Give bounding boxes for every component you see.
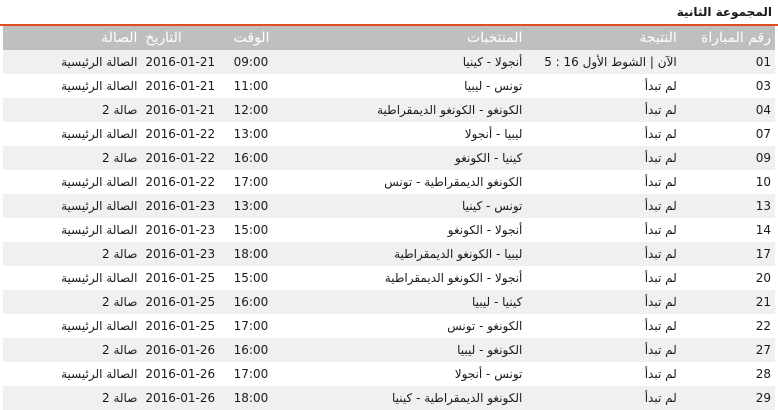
match-result: لم تبدأ [526,386,680,410]
match-result: لم تبدأ [526,362,680,386]
table-row [3,218,775,242]
match-date: 2016-01-26 [141,386,229,410]
match-date: 2016-01-23 [141,194,229,218]
match-date: 2016-01-25 [141,266,229,290]
match-venue: الصالة الرئيسية [3,314,141,338]
match-venue: صالة 2 [3,242,141,266]
match-venue: الصالة الرئيسية [3,362,141,386]
table-row [3,338,775,362]
match-venue: صالة 2 [3,146,141,170]
match-venue: صالة 2 [3,338,141,362]
match-time: 13:00 [230,122,298,146]
match-teams: كينيا - ليبيا [298,290,527,314]
match-teams: أنجولا - الكونغو [298,218,527,242]
match-date: 2016-01-22 [141,122,229,146]
table-row [3,314,775,338]
match-result: لم تبدأ [526,218,680,242]
match-date: 2016-01-23 [141,218,229,242]
match-date: 2016-01-21 [141,74,229,98]
match-number: 27 [681,338,775,362]
table-row [3,170,775,194]
table-row [3,290,775,314]
match-result: لم تبدأ [526,290,680,314]
match-result: لم تبدأ [526,266,680,290]
match-venue: الصالة الرئيسية [3,170,141,194]
match-teams: ليبيا - الكونغو الديمقراطية [298,242,527,266]
match-number: 28 [681,362,775,386]
match-number: 07 [681,122,775,146]
header-teams: المنتخبات [298,26,527,50]
match-venue: صالة 2 [3,386,141,410]
match-teams: الكونغو - تونس [298,314,527,338]
match-venue: الصالة الرئيسية [3,218,141,242]
table-row [3,242,775,266]
match-time: 15:00 [230,218,298,242]
match-teams: تونس - كينيا [298,194,527,218]
table-row [3,122,775,146]
match-time: 17:00 [230,170,298,194]
match-time: 12:00 [230,98,298,122]
match-number: 29 [681,386,775,410]
match-time: 18:00 [230,386,298,410]
table-row [3,50,775,74]
match-result: الآن | الشوط الأول 16 : 5 [526,50,680,74]
match-number: 14 [681,218,775,242]
match-teams: الكونغو - ليبيا [298,338,527,362]
match-time: 17:00 [230,362,298,386]
table-row [3,266,775,290]
match-result: لم تبدأ [526,194,680,218]
match-number: 01 [681,50,775,74]
table-row [3,146,775,170]
match-date: 2016-01-22 [141,146,229,170]
match-teams: الكونغو الديمقراطية - تونس [298,170,527,194]
match-result: لم تبدأ [526,242,680,266]
matches-body [3,50,775,410]
match-time: 16:00 [230,290,298,314]
table-row [3,386,775,410]
match-teams: أنجولا - الكونغو الديمقراطية [298,266,527,290]
match-number: 21 [681,290,775,314]
matches-table [3,26,775,410]
match-number: 20 [681,266,775,290]
table-row [3,362,775,386]
table-row [3,74,775,98]
match-result: لم تبدأ [526,74,680,98]
match-result: لم تبدأ [526,146,680,170]
match-venue: الصالة الرئيسية [3,122,141,146]
header-result: النتيجة [526,26,680,50]
match-number: 22 [681,314,775,338]
match-teams: تونس - أنجولا [298,362,527,386]
match-number: 09 [681,146,775,170]
match-time: 16:00 [230,146,298,170]
match-time: 16:00 [230,338,298,362]
match-teams: ليبيا - أنجولا [298,122,527,146]
match-result: لم تبدأ [526,122,680,146]
match-date: 2016-01-23 [141,242,229,266]
match-venue: الصالة الرئيسية [3,74,141,98]
header-venue: الصالة [3,26,141,50]
match-result: لم تبدأ [526,338,680,362]
match-time: 17:00 [230,314,298,338]
match-time: 11:00 [230,74,298,98]
match-number: 17 [681,242,775,266]
match-date: 2016-01-25 [141,290,229,314]
match-time: 15:00 [230,266,298,290]
match-date: 2016-01-26 [141,338,229,362]
table-row [3,98,775,122]
match-teams: الكونغو - الكونغو الديمقراطية [298,98,527,122]
match-time: 18:00 [230,242,298,266]
match-venue: الصالة الرئيسية [3,266,141,290]
match-date: 2016-01-21 [141,98,229,122]
match-venue: الصالة الرئيسية [3,50,141,74]
match-date: 2016-01-25 [141,314,229,338]
match-venue: صالة 2 [3,98,141,122]
match-result: لم تبدأ [526,314,680,338]
header-match-number: رقم المباراة [681,26,775,50]
match-time: 13:00 [230,194,298,218]
match-teams: الكونغو الديمقراطية - كينيا [298,386,527,410]
match-venue: صالة 2 [3,290,141,314]
match-teams: كينيا - الكونغو [298,146,527,170]
match-date: 2016-01-22 [141,170,229,194]
header-time: الوقت [230,26,298,50]
group-title: المجموعة الثانية [0,0,778,26]
header-date: التاريخ [141,26,229,50]
match-teams: تونس - ليبيا [298,74,527,98]
table-row [3,194,775,218]
match-result: لم تبدأ [526,98,680,122]
match-result: لم تبدأ [526,170,680,194]
match-time: 09:00 [230,50,298,74]
match-date: 2016-01-21 [141,50,229,74]
match-venue: الصالة الرئيسية [3,194,141,218]
match-number: 04 [681,98,775,122]
match-number: 10 [681,170,775,194]
match-date: 2016-01-26 [141,362,229,386]
match-number: 13 [681,194,775,218]
match-teams: أنجولا - كينيا [298,50,527,74]
table-header-row [3,26,775,50]
match-number: 03 [681,74,775,98]
